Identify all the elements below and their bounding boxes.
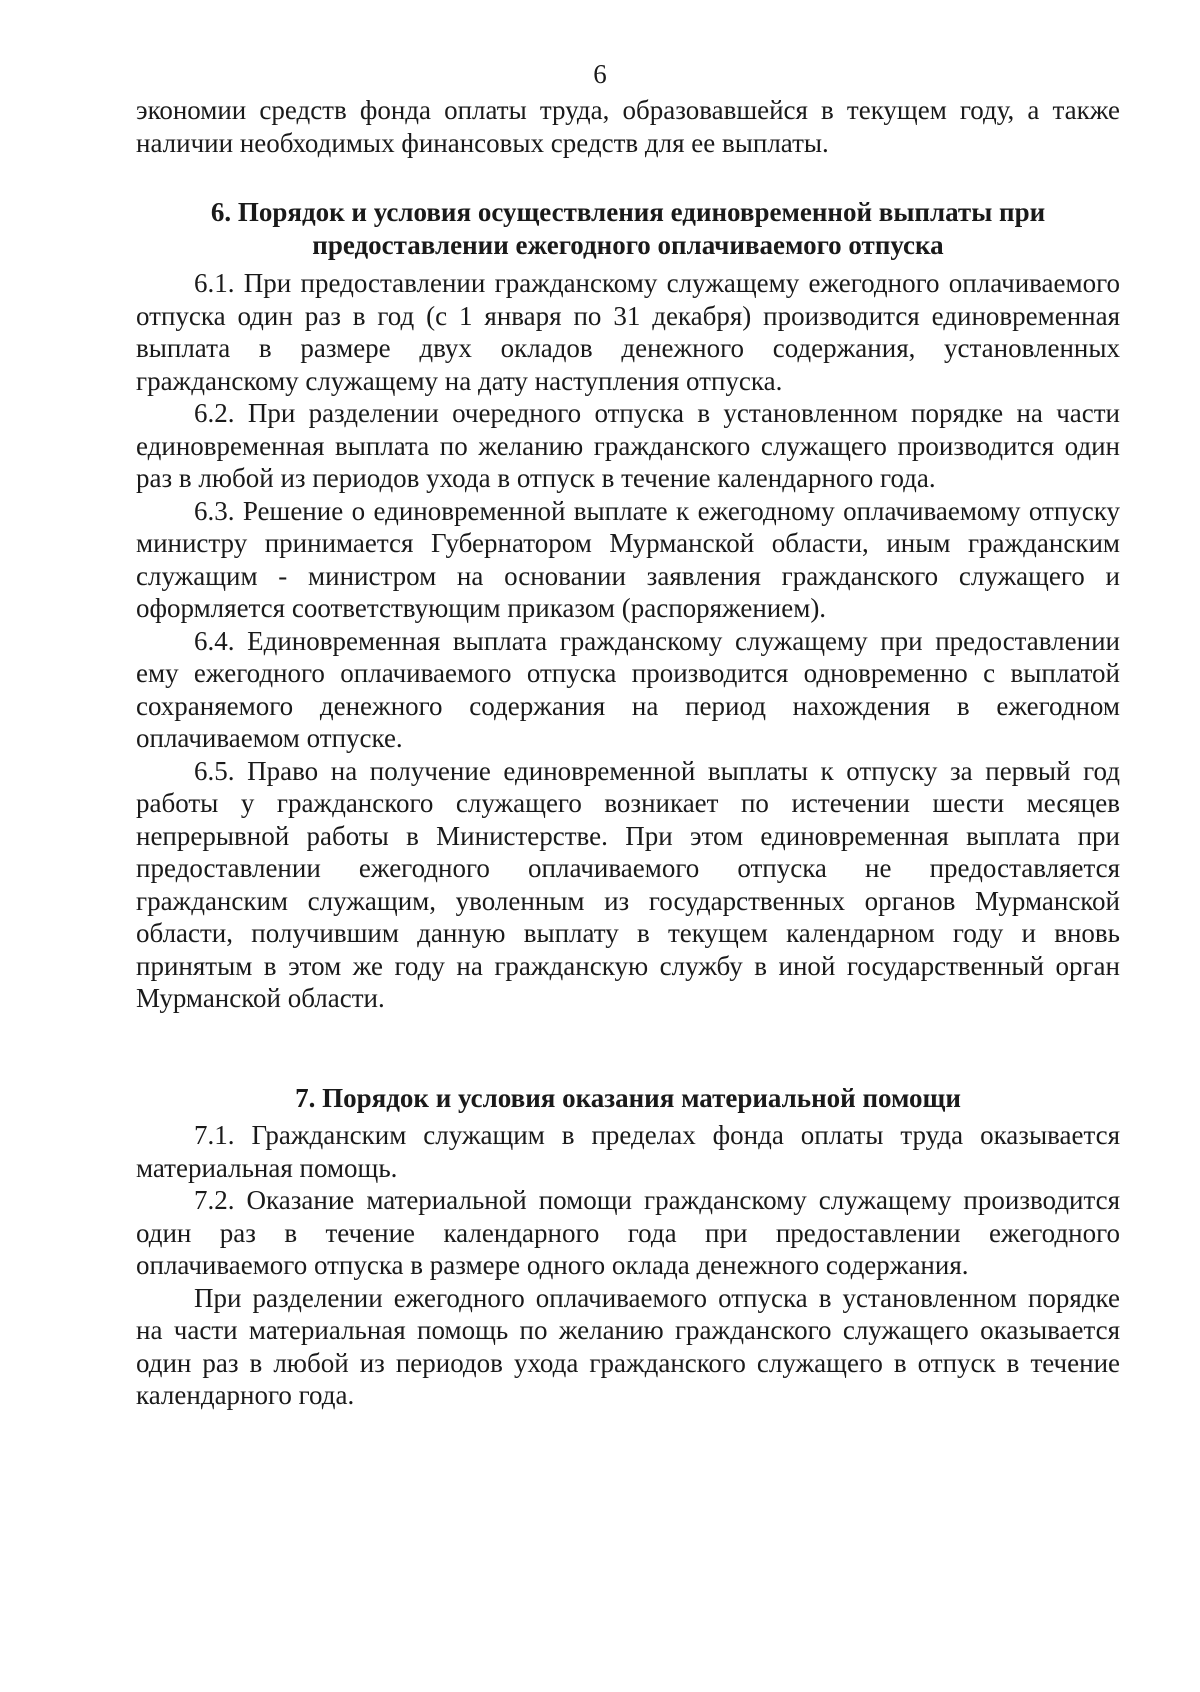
paragraph-7-3: При разделении ежегодного оплачиваемого отпуска в установленном порядке на части материальная помощь по желанию гражданского служащего оказывается один раз в любой из периодов ухода гражданского служащего в отпуск в течение календарного года.: [136, 1282, 1120, 1410]
section-6-body: [136, 267, 1120, 1015]
section-6-title-line1: 6. Порядок и условия осуществления единовременной выплаты при: [210, 197, 1046, 227]
paragraph-6-2: 6.2. При разделении очередного отпуска в установленном порядке на части единовременная выплата по желанию гражданского служащего производится один раз в любой из периодов ухода в отпуск в течение календарного года.: [136, 398, 1120, 493]
paragraph-7-1: 7.1. Гражданским служащим в пределах фонда оплаты труда оказывается материальная помощь.: [136, 1120, 1120, 1183]
paragraph-6-4: 6.4. Единовременная выплата гражданскому служащему при предоставлении ему ежегодного оплачиваемого отпуска производится одновременно с выплатой сохраняемого денежного содержания на период нахождения в ежегодном оплачиваемом отпуске.: [136, 625, 1120, 753]
paragraph-6-3: 6.3. Решение о единовременной выплате к ежегодному оплачиваемому отпуску министру принимается Губернатором Мурманской области, иным гражданским служащим - министром на основании заявления гражданского служащего и оформляется соответствующим приказом (распоряжением).: [136, 495, 1120, 623]
section-6-title-line2: предоставлении ежегодного оплачиваемого отпуска: [312, 229, 944, 260]
section-7-heading: [136, 1082, 1120, 1115]
paragraph-6-5: 6.5. Право на получение единовременной выплаты к отпуску за первый год работы у гражданского служащего возникает по истечении шести месяцев непрерывной работы в Министерстве. При этом единовременная выплата при предоставлении ежегодного оплачиваемого отпуска не предоставляется гражданским служащим, уволенным из государственных органов Мурманской области, получившим данную выплату в текущем календарном году и вновь принятым в этом же году на гражданскую службу в иной государственный орган Мурманской области.: [136, 755, 1120, 1013]
section-7-title: 7. Порядок и условия оказания материальной помощи: [295, 1083, 961, 1113]
section-7-body: [136, 1119, 1120, 1412]
intro-paragraph: экономии средств фонда оплаты труда, образовавшейся в текущем году, а также наличии необходимых финансовых средств для ее выплаты.: [136, 95, 1120, 158]
page-number: 6: [593, 59, 607, 89]
paragraph-7-2: 7.2. Оказание материальной помощи гражданскому служащему производится один раз в течение календарного года при предоставлении ежегодного оплачиваемого отпуска в размере одного оклада денежного содержания.: [136, 1185, 1120, 1280]
section-6-heading: [136, 196, 1120, 261]
intro-block: [136, 94, 1120, 159]
paragraph-6-1: 6.1. При предоставлении гражданскому служащему ежегодного оплачиваемого отпуска один раз в год (с 1 января по 31 декабря) производится единовременная выплата в размере двух окладов денежного содержания, установленных гражданскому служащему на дату наступления отпуска.: [136, 268, 1120, 396]
